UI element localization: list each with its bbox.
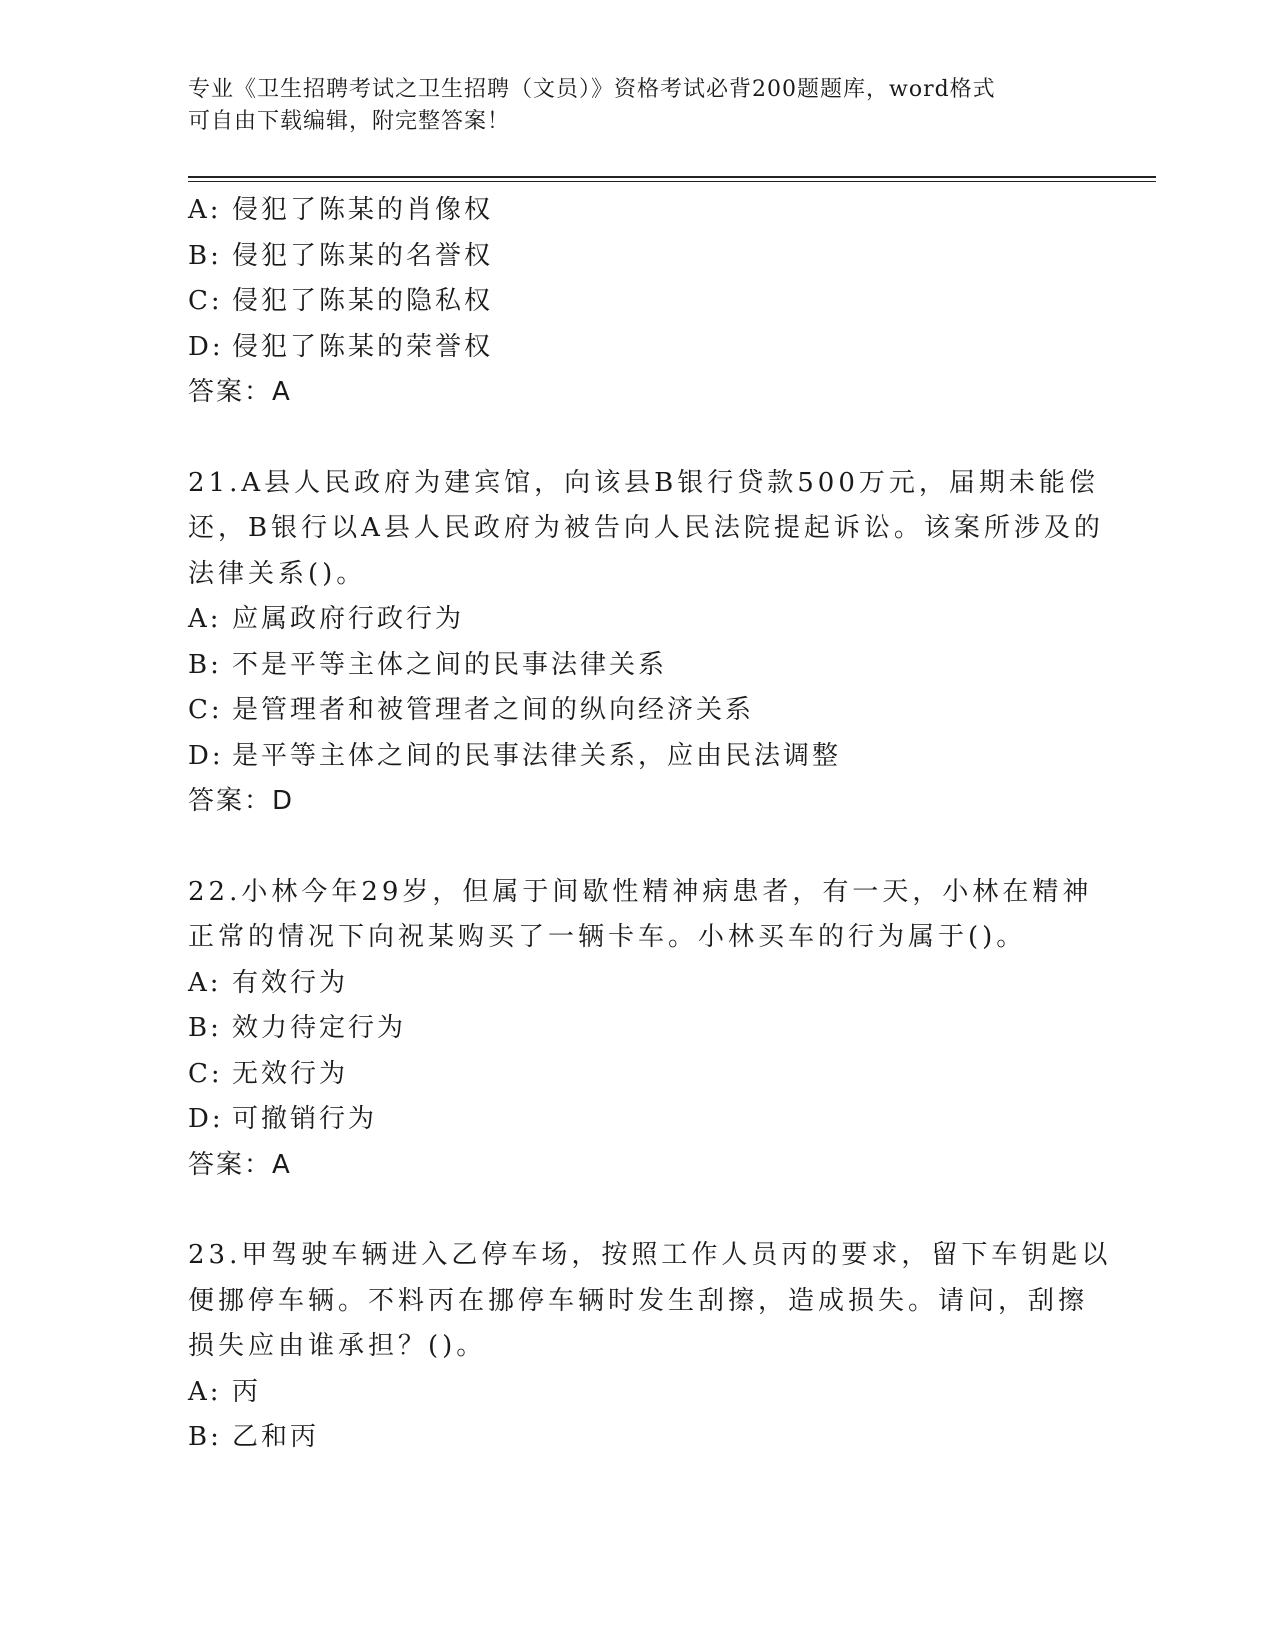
question-line: 还，B银行以A县人民政府为被告向人民法院提起诉讼。该案所涉及的 xyxy=(188,513,1104,543)
option-c: C: 是管理者和被管理者之间的纵向经济关系 xyxy=(188,695,755,725)
option-b: B: 侵犯了陈某的名誉权 xyxy=(188,240,494,271)
option-a: A: 丙 xyxy=(188,1376,262,1407)
document-header xyxy=(188,74,1068,138)
header-line-1: 专业《卫生招聘考试之卫生招聘（文员）》资格考试必背200题题库，word格式 xyxy=(188,77,996,102)
header-line-2: 可自由下载编辑，附完整答案！ xyxy=(188,109,511,134)
question-text xyxy=(188,461,1104,598)
answer: 答案：A xyxy=(188,377,292,407)
option-c: C: 侵犯了陈某的隐私权 xyxy=(188,286,494,316)
question-line: 21.A县人民政府为建宾馆，向该县B银行贷款500万元，届期未能偿 xyxy=(188,467,1099,498)
option-d: D: 是平等主体之间的民事法律关系，应由民法调整 xyxy=(188,740,842,771)
question-line: 便挪停车辆。不料丙在挪停车辆时发生刮擦，造成损失。请问，刮擦 xyxy=(188,1285,1089,1316)
question-21 xyxy=(188,461,1104,825)
option-d: D: 侵犯了陈某的荣誉权 xyxy=(188,331,494,362)
header-divider xyxy=(188,176,1156,182)
option-b: B: 乙和丙 xyxy=(188,1422,320,1452)
option-b: B: 效力待定行为 xyxy=(188,1013,407,1043)
option-c: C: 无效行为 xyxy=(188,1058,349,1089)
question-line: 损失应由谁承担？()。 xyxy=(188,1331,487,1361)
answer: 答案：A xyxy=(188,1149,292,1180)
document-body xyxy=(188,188,1112,1461)
question-23 xyxy=(188,1233,1112,1461)
question-text xyxy=(188,870,1093,961)
question-line: 法律关系()。 xyxy=(188,558,367,589)
question-line: 正常的情况下向祝某购买了一辆卡车。小林买车的行为属于()。 xyxy=(188,922,1027,952)
question-text xyxy=(188,1233,1112,1370)
question-line: 22.小林今年29岁，但属于间歇性精神病患者，有一天，小林在精神 xyxy=(188,876,1093,907)
question-line: 23.甲驾驶车辆进入乙停车场，按照工作人员丙的要求，留下车钥匙以 xyxy=(188,1240,1112,1270)
option-d: D: 可撤销行为 xyxy=(188,1104,378,1134)
answer: 答案：D xyxy=(188,786,295,816)
option-a: A: 侵犯了陈某的肖像权 xyxy=(188,195,494,225)
option-a: A: 应属政府行政行为 xyxy=(188,604,465,634)
question-22 xyxy=(188,870,1093,1189)
option-a: A: 有效行为 xyxy=(188,967,349,998)
question-20 xyxy=(188,188,1088,416)
option-b: B: 不是平等主体之间的民事法律关系 xyxy=(188,649,668,680)
